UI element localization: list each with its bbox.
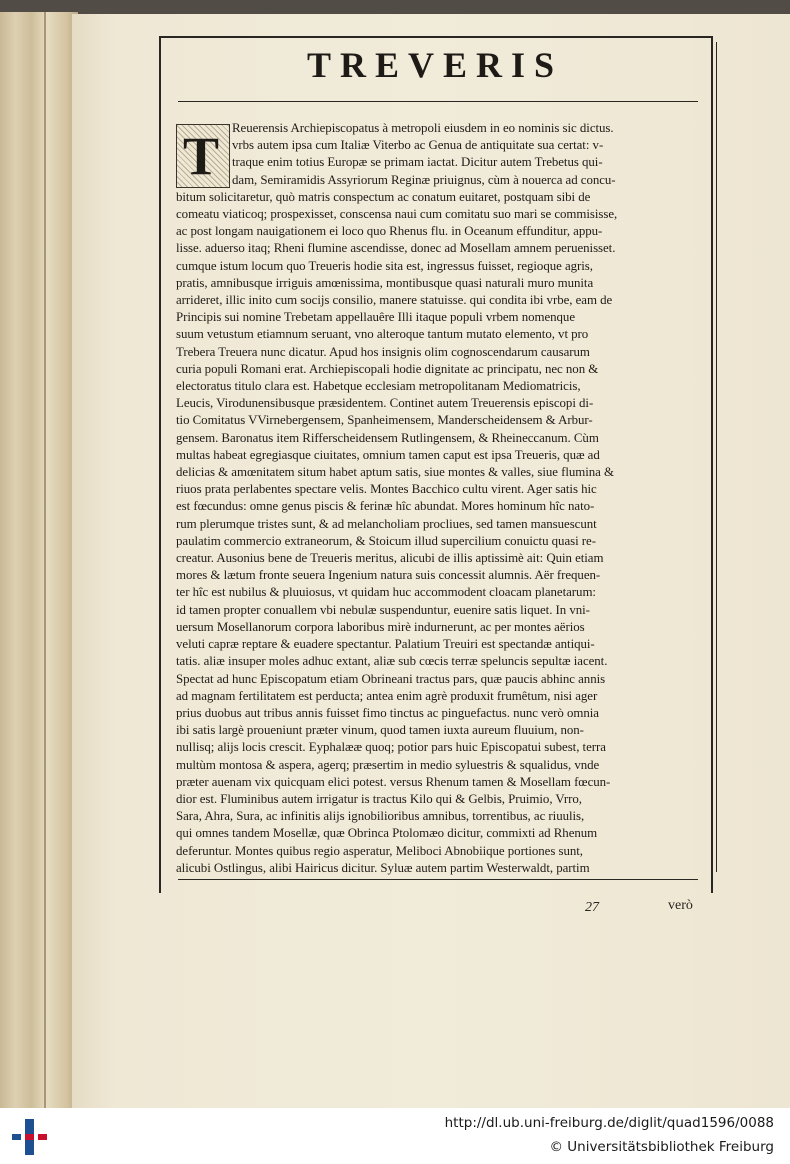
title-rule	[178, 101, 698, 102]
text-line: veluti capræ reptare & euadere spectantur. Palatium Treuiri est spectandæ antiqui-	[176, 637, 595, 652]
text-line: qui omnes tandem Mosellæ, quæ Obrinca Ptolomæo dicitur, commixti ad Rhenum	[176, 826, 598, 841]
text-line: curia populi Romani erat. Archiepiscopali hodie dignitate ac principatu, nec non &	[176, 361, 599, 376]
text-line: traque enim totius Europæ se primam iactat. Dicitur autem Trebetus qui-	[232, 155, 603, 170]
text-line: tatis. aliæ insuper moles adhuc extant, aliæ sub cœcis terræ speluncis sepultæ iacent.	[176, 654, 608, 669]
text-line: alicubi Ostlingus, alibi Hairicus dicitur. Syluæ autem partim Westerwaldt, partim	[176, 860, 590, 875]
text-line: cumque istum locum quo Treueris hodie sita est, ingressus fuisset, regioque agris,	[176, 258, 593, 273]
permalink-url[interactable]: http://dl.ub.uni-freiburg.de/diglit/quad1596/0088	[444, 1115, 774, 1131]
text-line: ibi satis largè proueniunt præter vinum, quod tamen iuxta aureum fluuium, non-	[176, 723, 584, 738]
text-line: prius duobus aut tribus annis fuisset fimo tinctus ac pinguefactus. nunc verò omnia	[176, 705, 599, 720]
text-line: suum vetustum etiamnum seruant, vno alteroque tantum mutato elemento, vt pro	[176, 327, 589, 342]
text-line: rum plerumque tristes sunt, & ad melancholiam procliues, sed tamen mansuescunt	[176, 516, 597, 531]
text-line: mores & lætum fronte seuera Ingenium natura suis concessit alumnis. Aër frequen-	[176, 568, 601, 583]
text-line: arrideret, illic inito cum socijs consilio, manere statuisse. qui condita ibi vrbe, eam de	[176, 293, 613, 308]
text-line: est fœcundus: omne genus piscis & ferinæ hîc abundat. Mores hominum hîc nato-	[176, 499, 595, 514]
bottom-rule	[178, 879, 698, 880]
text-line: riuos prata perlabentes spectare velis. Montes Bacchico cultu virent. Ager satis hic	[176, 482, 597, 497]
catchword: verò	[668, 898, 693, 913]
text-line: Spectat ad hunc Episcopatum etiam Obrineani tractus pars, quæ paucis abhinc annis	[176, 671, 606, 686]
text-line: ad magnam fertilitatem est perducta; antea enim agrè produxit frumêtum, nisi ager	[176, 688, 598, 703]
text-line: Sara, Ahra, Sura, ac infinitis alijs ignobilioribus amnibus, torrentibus, ac riuulis,	[176, 809, 585, 824]
text-line: præter auenam vix quicquam elici potest. versus Rhenum tamen & Mosellam fœcun-	[176, 774, 611, 789]
text-line: paulatim commercio extraneorum, & Stoicum illud supercilium conuictu quasi re-	[176, 533, 596, 548]
text-line: delicias & amœnitatem situm habet aptum satis, siue montes & valles, siue flumina &	[176, 465, 614, 480]
text-line: tio Comitatus VVirnebergensem, Spanheimensem, Manderscheidensem & Arbur-	[176, 413, 593, 428]
text-line: lisse. aduerso itaq; Rheni flumine ascendisse, donec ad Mosellam amnem peruenisset.	[176, 241, 616, 256]
text-line: deferuntur. Montes quibus regio asperatur, Meliboci Abnobiique portiones sunt,	[176, 843, 583, 858]
text-line: uersum Mosellanorum corpora laboribus mirè indurnerunt, ac per montes aërios	[176, 619, 585, 634]
text-line: ter hîc est nubilus & pluuiosus, vt quidam huc accommodent cloacam planetarum:	[176, 585, 596, 600]
text-line: multùm montosa & aspera, agerq; præsertim in medio syluestris & squalidus, vnde	[176, 757, 600, 772]
text-line: ac post longam nauigationem ei loco quo Rhenus flu. in Oceanum effunditur, appu-	[176, 224, 603, 239]
viewer-footer	[0, 1108, 790, 1164]
body-text	[176, 120, 702, 877]
text-line: Leucis, Virodunensibusque præsidentem. Continet autem Treuerensis episcopi di-	[176, 396, 594, 411]
text-line: Trebera Treuera nunc dicatur. Apud hos insignis olim cognoscendarum causarum	[176, 344, 590, 359]
text-line: pratis, amnibusque irriguis amœnissima, montibusque quasi naturali muro munita	[176, 275, 594, 290]
text-line: nullisq; alijs locis crescit. Eyphalææ quoq; potior pars huic Episcopatui subest, terra	[176, 740, 606, 755]
book-spine-edge	[0, 12, 78, 1108]
text-line: id tamen propter conuallem vbi nebulæ suspenduntur, euenire satis liquet. In vni-	[176, 602, 590, 617]
text-line: dior est. Fluminibus autem irrigatur is tractus Kilo qui & Gelbis, Pruimio, Vrro,	[176, 791, 582, 806]
text-line: electoratus titulo clara est. Habetque ecclesiam metropolitanam Mediomatricis,	[176, 379, 581, 394]
page-number: 27	[585, 900, 599, 915]
text-line: creatur. Ausonius bene de Treueris meritus, alicubi de illis aptissimè ait: Quin etiam	[176, 551, 604, 566]
university-library-logo	[10, 1117, 50, 1157]
text-line: comeatu viaticoq; prospexisset, conscensa naui cum comitatu suo mari se commisisse,	[176, 207, 618, 222]
page-title: TREVERIS	[306, 45, 564, 85]
initial-letter: T	[183, 126, 220, 186]
copyright-notice: © Universitätsbibliothek Freiburg	[549, 1139, 774, 1155]
text-line: Principis sui nomine Trebetam appellauêre Illi itaque populi vrbem nomenque	[176, 310, 576, 325]
text-line: bitum solicitaretur, quò matris conspectum ac conatum euitaret, postquam sibi de	[176, 189, 591, 204]
text-line: gensem. Baronatus item Rifferscheidensem Rutlingensem, & Rheineccanum. Cùm	[176, 430, 599, 445]
text-line: Reuerensis Archiepiscopatus à metropoli eiusdem in eo nominis sic dictus.	[232, 121, 614, 135]
text-line: dam, Semiramidis Assyriorum Reginæ priuignus, cùm à nouerca ad concu-	[232, 172, 616, 187]
text-line: multas habeat egregiasque ciuitates, omnium tamen caput est ipsa Treueris, quæ ad	[176, 447, 600, 462]
text-line: vrbs autem ipsa cum Italiæ Viterbo ac Genua de antiquitate sua certat: v-	[232, 138, 604, 153]
page-frame-outer-line	[716, 42, 717, 872]
